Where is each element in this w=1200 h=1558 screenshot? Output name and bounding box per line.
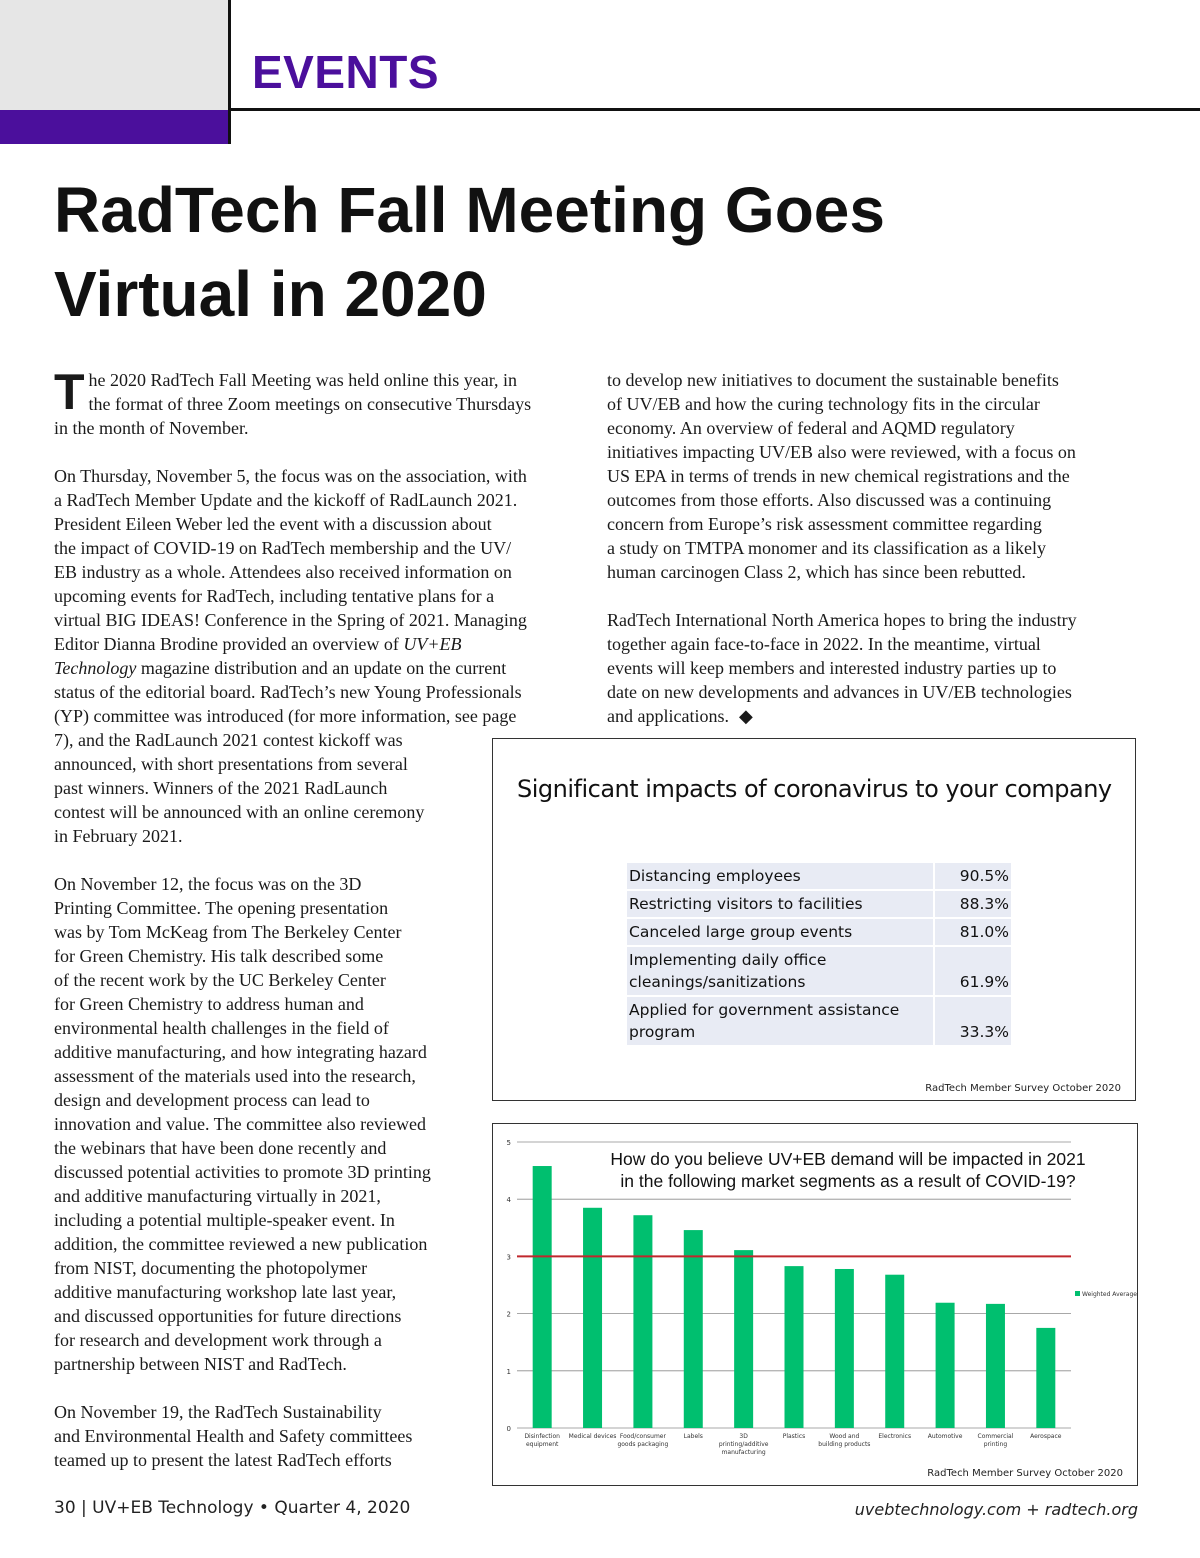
paragraph-intro: [54, 364, 584, 440]
x-tick-label: Wood and: [829, 1433, 860, 1440]
chart-title: [583, 1148, 1113, 1192]
table-cell-value: 81.0%: [933, 919, 1011, 945]
header-divider-horizontal: [228, 108, 1200, 111]
drop-cap: T: [54, 364, 85, 420]
article-column-left-bottom: [54, 728, 484, 1472]
table-cell-label: Distancing employees: [627, 863, 933, 889]
paragraph-sustainability: to develop new initiatives to document the sustainable benefits of UV/EB and how the curing technology fits in the circular economy. An overview of federal and AQMD regulatory initiatives impacting UV/EB also were reviewed, with a focus on US EPA in terms of trends in new chemical registrations and the outcomes from those efforts. Also discussed was a continuing concern from Europe’s risk assessment committee regarding a study on TMTPA monomer and its classification as a likely human carcinogen Class 2, which has since been rebutted.: [607, 370, 1076, 582]
magazine-title: UV+EB Technology: [54, 634, 462, 678]
x-tick-label: Food/consumer: [619, 1433, 666, 1440]
footer-websites: uvebtechnology.com + radtech.org: [854, 1500, 1138, 1519]
chart-bar: [734, 1250, 753, 1428]
article-headline: RadTech Fall Meeting Goes Virtual in 2020: [54, 174, 885, 330]
paragraph-nov12: On November 12, the focus was on the 3D Printing Committee. The opening presentation was by Tom McKeag from The Berkeley Center for Green Chemistry. His talk described some of the recent work by the UC Berkeley Center for Green Chemistry to address human and environmental health challenges in the field of additive manufacturing, and how integrating hazard assessment of the materials used into the research, design and development process can lead to innovation and value. The committee also reviewed the webinars that have been done recently and discussed potential activities to promote 3D printing and additive manufacturing virtually in 2021, including a potential multiple-speaker event. In addition, the committee reviewed a new publication from NIST, documenting the photopolymer additive manufacturing workshop late last year, and discussed opportunities for future directions for research and development work through a partnership between NIST and RadTech.: [54, 874, 431, 1374]
article-column-left-top: [54, 364, 584, 728]
figure-impacts-source: RadTech Member Survey October 2020: [925, 1083, 1121, 1094]
paragraph-nov5-continued: 7), and the RadLaunch 2021 contest kickoff was announced, with short presentations from several past winners. Winners of the 2021 RadLaunch contest will be announced with an online ceremony in February 2021.: [54, 730, 425, 846]
chart-bar: [986, 1304, 1005, 1428]
chart-bar: [1036, 1328, 1055, 1428]
chart-title-line: in the following market segments as a result of COVID-19?: [620, 1171, 1076, 1191]
x-tick-label: Medical devices: [568, 1433, 617, 1440]
table-row: [627, 863, 1011, 889]
table-row: [627, 947, 1011, 995]
table-cell-label: Canceled large group events: [627, 919, 933, 945]
y-tick-label: 5: [506, 1139, 511, 1147]
x-tick-label: equipment: [525, 1441, 559, 1448]
table-row: [627, 891, 1011, 917]
paragraph-nov5: [54, 464, 584, 728]
table-cell-value: 90.5%: [933, 863, 1011, 889]
header-accent-bar: [0, 110, 228, 144]
figure-impacts-title: Significant impacts of coronavirus to your company: [517, 775, 1112, 803]
article-column-right: [607, 368, 1137, 728]
chart-bar: [533, 1166, 552, 1428]
x-tick-label: printing/additive: [718, 1441, 769, 1448]
chart-bar: [684, 1230, 703, 1428]
header-divider-vertical: [228, 0, 231, 144]
x-tick-label: Electronics: [878, 1433, 912, 1440]
figure-impacts-table: [492, 738, 1136, 1101]
chart-source: RadTech Member Survey October 2020: [927, 1468, 1123, 1479]
table-cell-value: 61.9%: [933, 947, 1011, 995]
table-cell-label: Implementing daily office cleanings/sanitizations: [627, 947, 933, 995]
chart-bar: [885, 1275, 904, 1428]
table-row: [627, 919, 1011, 945]
impacts-table: [627, 861, 1011, 1047]
paragraph-nov19: On November 19, the RadTech Sustainability and Environmental Health and Safety committees teamed up to present the latest RadTech efforts: [54, 1402, 413, 1470]
legend-swatch: [1075, 1291, 1080, 1296]
y-tick-label: 1: [506, 1367, 511, 1376]
x-tick-label: Aerospace: [1030, 1433, 1062, 1440]
x-tick-label: 3D: [739, 1433, 748, 1440]
x-tick-label: Labels: [683, 1433, 703, 1440]
figure-demand-chart: [492, 1123, 1138, 1486]
x-tick-label: manufacturing: [721, 1449, 766, 1456]
paragraph-intro-text: he 2020 RadTech Fall Meeting was held online this year, in the format of three Zoom meetings on consecutive Thursdays in the month of November.: [54, 370, 532, 438]
x-tick-label: Disinfection: [524, 1433, 560, 1440]
table-cell-value: 33.3%: [933, 997, 1011, 1045]
legend-label: Weighted Average: [1082, 1291, 1137, 1298]
paragraph-closing: [607, 608, 1137, 728]
x-tick-label: Automotive: [927, 1433, 963, 1440]
x-tick-label: building products: [818, 1441, 871, 1448]
table-cell-label: Applied for government assistance program: [627, 997, 933, 1045]
paragraph-nov5-text-a: On Thursday, November 5, the focus was on the association, with a RadTech Member Update and the kickoff of RadLaunch 2021. President Eileen Weber led the event with a discussion about the impact of COVID-19 on RadTech membership and the UV/ EB industry as a whole. Attendees also received information on upcoming events for RadTech, including tentative plans for a virtual BIG IDEAS! Conference in the Spring of 2021. Managing Editor Dianna Brodine provided an overview of: [54, 466, 527, 654]
x-tick-label: goods packaging: [617, 1441, 669, 1448]
header-gray-block: [0, 0, 228, 110]
chart-bar: [936, 1303, 955, 1428]
chart-bar: [633, 1215, 652, 1428]
x-tick-label: printing: [983, 1441, 1008, 1448]
chart-bar: [785, 1266, 804, 1428]
paragraph-closing-text: RadTech International North America hopes to bring the industry together again face-to-face in 2022. In the meantime, virtual events will keep members and interested industry parties up to date on new developments and advances in UV/EB technologies and applications.: [607, 610, 1077, 726]
y-tick-label: 3: [506, 1253, 511, 1262]
x-tick-label: Commercial: [977, 1433, 1014, 1440]
table-cell-value: 88.3%: [933, 891, 1011, 917]
end-of-article-icon: ◆: [738, 706, 753, 726]
y-tick-label: 2: [506, 1310, 511, 1319]
x-tick-label: Plastics: [782, 1433, 806, 1440]
paragraph-nov5-text-b: magazine distribution and an update on the current status of the editorial board. RadTech’s new Young Professionals (YP) committee was introduced (for more information, see page: [54, 658, 522, 726]
chart-bar: [583, 1208, 602, 1428]
table-row: [627, 997, 1011, 1045]
y-tick-label: 0: [506, 1425, 511, 1433]
section-label: EVENTS: [252, 46, 440, 98]
table-cell-label: Restricting visitors to facilities: [627, 891, 933, 917]
footer-folio: 30 | UV+EB Technology • Quarter 4, 2020: [54, 1498, 411, 1518]
chart-bar: [835, 1269, 854, 1428]
y-tick-label: 4: [506, 1196, 511, 1205]
chart-title-line: How do you believe UV+EB demand will be impacted in 2021: [610, 1149, 1086, 1169]
